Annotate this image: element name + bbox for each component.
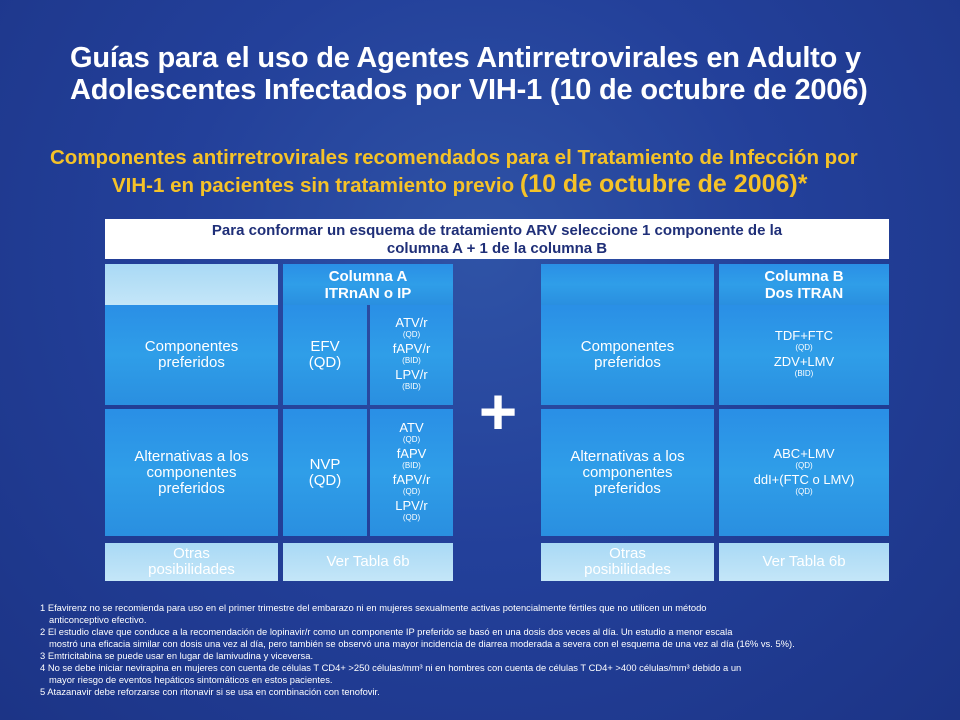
drug-name: ZDV+LMV bbox=[773, 354, 835, 369]
label-line: Otras bbox=[173, 545, 210, 562]
col-a-header-class: ITRnAN o IP bbox=[324, 284, 412, 302]
subtitle-line-2-text: VIH-1 en pacientes sin tratamiento previo bbox=[112, 174, 520, 197]
title-line-1: Guías para el uso de Agentes Antirretrovirales en Adulto y bbox=[70, 42, 861, 74]
drug-name: fAPV bbox=[396, 445, 427, 461]
title-line-2: Adolescentes Infectados por VIH-1 (10 de octubre de 2006) bbox=[70, 74, 868, 106]
instruction-line-2: columna A + 1 de la columna B bbox=[386, 240, 608, 257]
col-b-header-title: Columna B bbox=[764, 267, 844, 285]
drug-dose: (QD) bbox=[402, 434, 421, 444]
label-line: componentes bbox=[582, 463, 673, 481]
page-title bbox=[70, 42, 930, 106]
drug-dose: (QD) bbox=[795, 343, 813, 352]
drug-dose: (QD) bbox=[308, 471, 342, 489]
drug-name: ABC+LMV bbox=[773, 445, 835, 461]
col-a-alternatives-nnrti bbox=[283, 409, 367, 536]
subtitle bbox=[50, 145, 930, 199]
footnote-1: 1 Efavirenz no se recomienda para uso en el primer trimestre del embarazo ni en mujeres sexualmente activas potencialmente fértiles que no utilicen un método bbox=[40, 602, 707, 613]
drug-name: LPV/r bbox=[395, 497, 428, 513]
drug-dose: (QD) bbox=[795, 486, 813, 496]
label-line: componentes bbox=[146, 463, 237, 481]
drug-dose: (BID) bbox=[402, 460, 421, 470]
col-b-header-spacer bbox=[541, 264, 714, 305]
col-b-other-label bbox=[541, 543, 714, 581]
label-line: Componentes bbox=[580, 338, 675, 355]
footnote-2: 2 El estudio clave que conduce a la recomendación de lopinavir/r como un componente IP preferido se basó en una dosis dos veces al día. Un estudio a menor escala bbox=[40, 626, 733, 637]
instruction-line-1: Para conformar un esquema de tratamiento ARV seleccione 1 componente de la bbox=[211, 222, 783, 239]
footnote-5: 5 Atazanavir debe reforzarse con ritonavir si se usa en combinación con tenofovir. bbox=[40, 686, 380, 697]
label-line: Componentes bbox=[144, 338, 239, 355]
label-line: preferidos bbox=[158, 354, 225, 371]
subtitle-date: (10 de octubre de 2006)* bbox=[519, 170, 808, 198]
drug-dose: (QD) bbox=[402, 486, 421, 496]
drug-dose: (QD) bbox=[402, 330, 421, 339]
drug-name: TDF+FTC bbox=[774, 328, 834, 343]
col-b-alternatives-values bbox=[719, 409, 889, 536]
drug-name: EFV bbox=[310, 338, 340, 355]
footnote-3: 3 Emtricitabina se puede usar en lugar de lamivudina y viceversa. bbox=[40, 650, 314, 661]
footnote-4-cont: mayor riesgo de eventos hepáticos sintomáticos en estos pacientes. bbox=[49, 674, 333, 685]
col-b-header bbox=[719, 264, 889, 305]
subtitle-line-2 bbox=[50, 171, 930, 199]
col-b-preferred-values bbox=[719, 305, 889, 405]
col-a-preferred-pi bbox=[370, 305, 453, 405]
col-a-header bbox=[283, 264, 453, 305]
label-line: preferidos bbox=[158, 479, 225, 497]
drug-dose: (BID) bbox=[402, 382, 421, 391]
label-line: posibilidades bbox=[584, 561, 671, 578]
drug-dose: (QD) bbox=[795, 460, 813, 470]
col-a-header-spacer bbox=[105, 264, 278, 305]
drug-dose: (BID) bbox=[402, 356, 421, 365]
footnote-4: 4 No se debe iniciar nevirapina en mujeres con cuenta de células T CD4+ >250 células/mm³ ni en hombres con cuenta de células T CD4+ >400 células/mm³ debido a un bbox=[40, 662, 742, 673]
drug-name: LPV/r bbox=[395, 367, 428, 382]
label-line: posibilidades bbox=[148, 561, 235, 578]
plus-sign: + bbox=[478, 374, 518, 448]
label-line: preferidos bbox=[594, 354, 661, 371]
col-a-other-label bbox=[105, 543, 278, 581]
drug-name: ddI+(FTC o LMV) bbox=[753, 471, 855, 487]
col-b-other-value: Ver Tabla 6b bbox=[719, 543, 889, 581]
footnote-2-cont: mostró una eficacia similar con dosis una vez al día, pero también se observó una mayor incidencia de diarrea moderada a severa con el esquema de una vez al día (16% vs. 5%). bbox=[49, 638, 795, 649]
col-b-alternatives-label bbox=[541, 409, 714, 536]
col-a-alternatives-label bbox=[105, 409, 278, 536]
drug-name: fAPV/r bbox=[392, 341, 431, 356]
drug-dose: (QD) bbox=[402, 512, 421, 522]
col-a-other-value: Ver Tabla 6b bbox=[283, 543, 453, 581]
col-b-header-class: Dos ITRAN bbox=[764, 284, 844, 302]
drug-name: ATV/r bbox=[395, 315, 428, 330]
drug-dose: (BID) bbox=[794, 369, 814, 378]
label-line: Alternativas a los bbox=[570, 447, 685, 465]
label-line: preferidos bbox=[594, 479, 661, 497]
footnote-1-cont: anticonceptivo efectivo. bbox=[49, 614, 147, 625]
drug-dose: (QD) bbox=[308, 354, 342, 371]
col-a-preferred-label bbox=[105, 305, 278, 405]
subtitle-line-1: Componentes antirretrovirales recomendados para el Tratamiento de Infección por bbox=[50, 146, 858, 169]
instruction-banner bbox=[105, 219, 889, 259]
col-a-alternatives-pi bbox=[370, 409, 453, 536]
col-b-preferred-label bbox=[541, 305, 714, 405]
drug-name: NVP bbox=[309, 455, 341, 473]
drug-name: ATV bbox=[399, 419, 424, 435]
footnotes bbox=[40, 602, 940, 698]
col-a-header-title: Columna A bbox=[328, 267, 408, 285]
drug-name: fAPV/r bbox=[392, 471, 431, 487]
label-line: Alternativas a los bbox=[134, 447, 249, 465]
label-line: Otras bbox=[609, 545, 646, 562]
col-a-preferred-nnrti bbox=[283, 305, 367, 405]
